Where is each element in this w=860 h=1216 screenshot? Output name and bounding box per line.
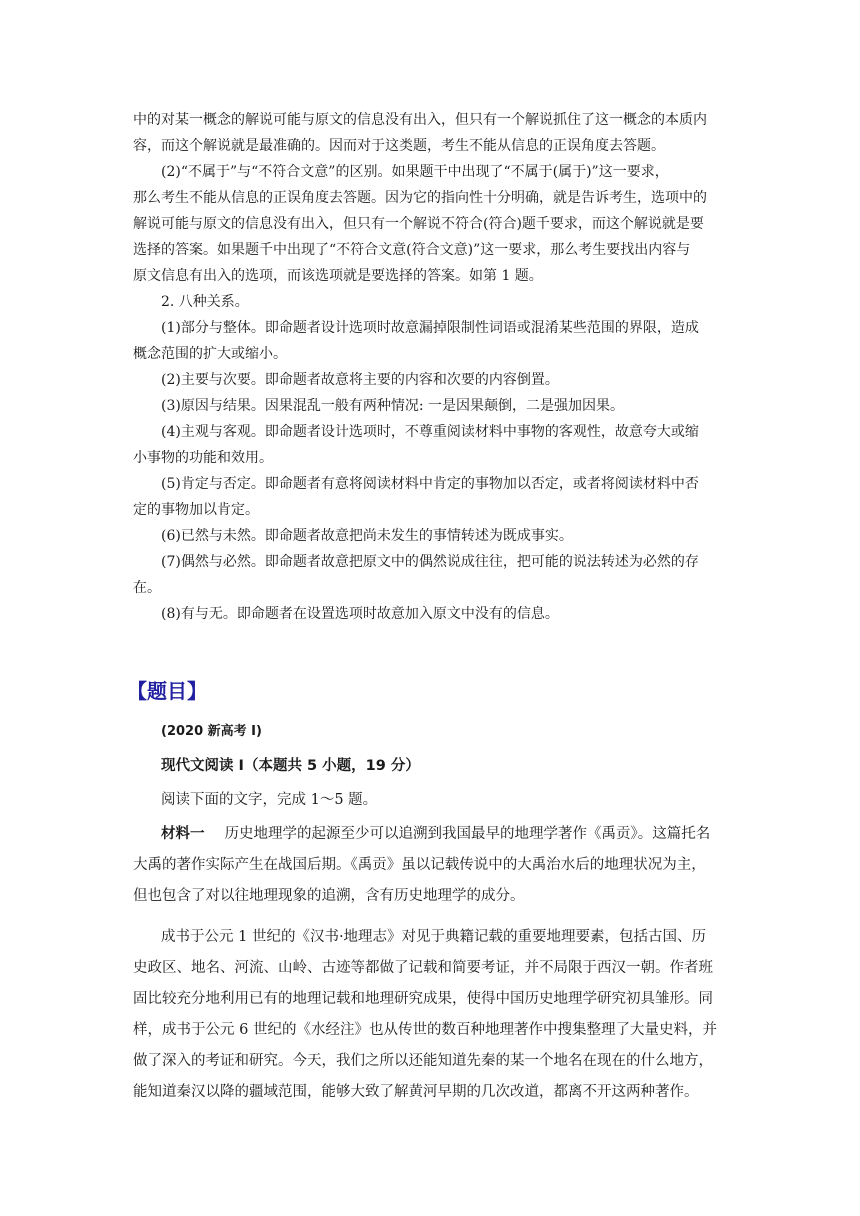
material-line: 但也包含了对以往地理现象的追溯，含有历史地理学的成分。	[133, 888, 525, 904]
text-line: 选择的答案。如果题千中出现了“不符合文意(符合文意)”这一要求，那么考生要找出内容与	[133, 242, 691, 258]
text-line: 定的事物加以肯定。	[133, 502, 259, 518]
text-line: 容，而这个解说就是最准确的。因而对于这类题，考生不能从信息的正误角度去答题。	[133, 138, 665, 154]
text-line: (7)偶然与必然。即命题者故意把原文中的偶然说成往往，把可能的说法转述为必然的存	[161, 554, 699, 570]
text-line: (1)部分与整体。即命题者设计选项时故意漏掉限制性词语或混淆某些范围的界限，造成	[161, 320, 699, 336]
material-line: 做了深入的考证和研究。今天，我们之所以还能知道先秦的某一个地名在现在的什么地方，	[133, 1053, 713, 1069]
material-line: 大禹的著作实际产生在战国后期。《禹贡》虽以记载传说中的大禹治水后的地理状况为主，	[133, 857, 706, 873]
text-line: 解说可能与原文的信息没有出入，但只有一个解说不符合(符合)题千要求，而这个解说就是要	[133, 216, 704, 232]
material-line: 固比较充分地利用已有的地理记载和地理研究成果，使得中国历史地理学研究初具雏形。同	[133, 991, 713, 1007]
question-source: (2020 新高考 I)	[161, 724, 262, 739]
text-line: 概念范围的扩大或缩小。	[133, 346, 287, 362]
material-tag: 材料一	[161, 826, 205, 842]
text-line: (3)原因与结果。因果混乱一般有两种情况: 一是因果颠倒，二是强加因果。	[161, 398, 624, 414]
text-line: 原文信息有出入的选项，而该选项就是要选择的答案。如第 1 题。	[133, 268, 543, 284]
text-line: (2)主要与次要。即命题者故意将主要的内容和次要的内容倒置。	[161, 372, 559, 388]
material-text: 历史地理学的起源至少可以追溯到我国最早的地理学著作《禹贡》。这篇托名	[224, 826, 711, 842]
text-line: (6)已然与未然。即命题者故意把尚未发生的事情转述为既成事实。	[161, 528, 573, 544]
text-line: (4)主观与客观。即命题者设计选项时，不尊重阅读材料中事物的客观性，故意夸大或缩	[161, 424, 699, 440]
material-line: 样，成书于公元 6 世纪的《水经注》也从传世的数百种地理著作中搜集整理了大量史料，并	[133, 1022, 717, 1038]
text-line: 那么考生不能从信息的正误角度去答题。因为它的指向性十分明确，就是告诉考生，选项中的	[133, 190, 707, 206]
text-line: 在。	[133, 580, 161, 596]
material-line: 史政区、地名、河流、山岭、古迹等都做了记载和简要考证，并不局限于西汉一朝。作者班	[133, 960, 713, 976]
section-title: 【题目】	[127, 679, 207, 703]
text-line: 小事物的功能和效用。	[133, 450, 273, 466]
text-line: 中的对某一概念的解说可能与原文的信息没有出入，但只有一个解说抓住了这一概念的本质内	[133, 112, 707, 128]
text-line: (8)有与无。即命题者在设置选项时故意加入原文中没有的信息。	[161, 606, 559, 622]
text-line: (2)“不属于”与“不符合文意”的区别。如果题干中出现了“不属于(属于)”这一要求，	[161, 164, 669, 180]
instruction: 阅读下面的文字，完成 1～5 题。	[161, 792, 378, 808]
material-line: 成书于公元 1 世纪的《汉书·地理志》对见于典籍记载的重要地理要素，包括古国、历	[161, 929, 707, 945]
text-line: 2. 八种关系。	[161, 294, 249, 310]
material-line: 能知道秦汉以降的疆域范围，能够大致了解黄河早期的几次改道，都离不开这两种著作。	[133, 1084, 699, 1100]
material-line	[161, 824, 761, 844]
text-line: (5)肯定与否定。即命题者有意将阅读材料中肯定的事物加以否定，或者将阅读材料中否	[161, 476, 699, 492]
question-heading: 现代文阅读 I（本题共 5 小题，19 分）	[161, 758, 420, 774]
